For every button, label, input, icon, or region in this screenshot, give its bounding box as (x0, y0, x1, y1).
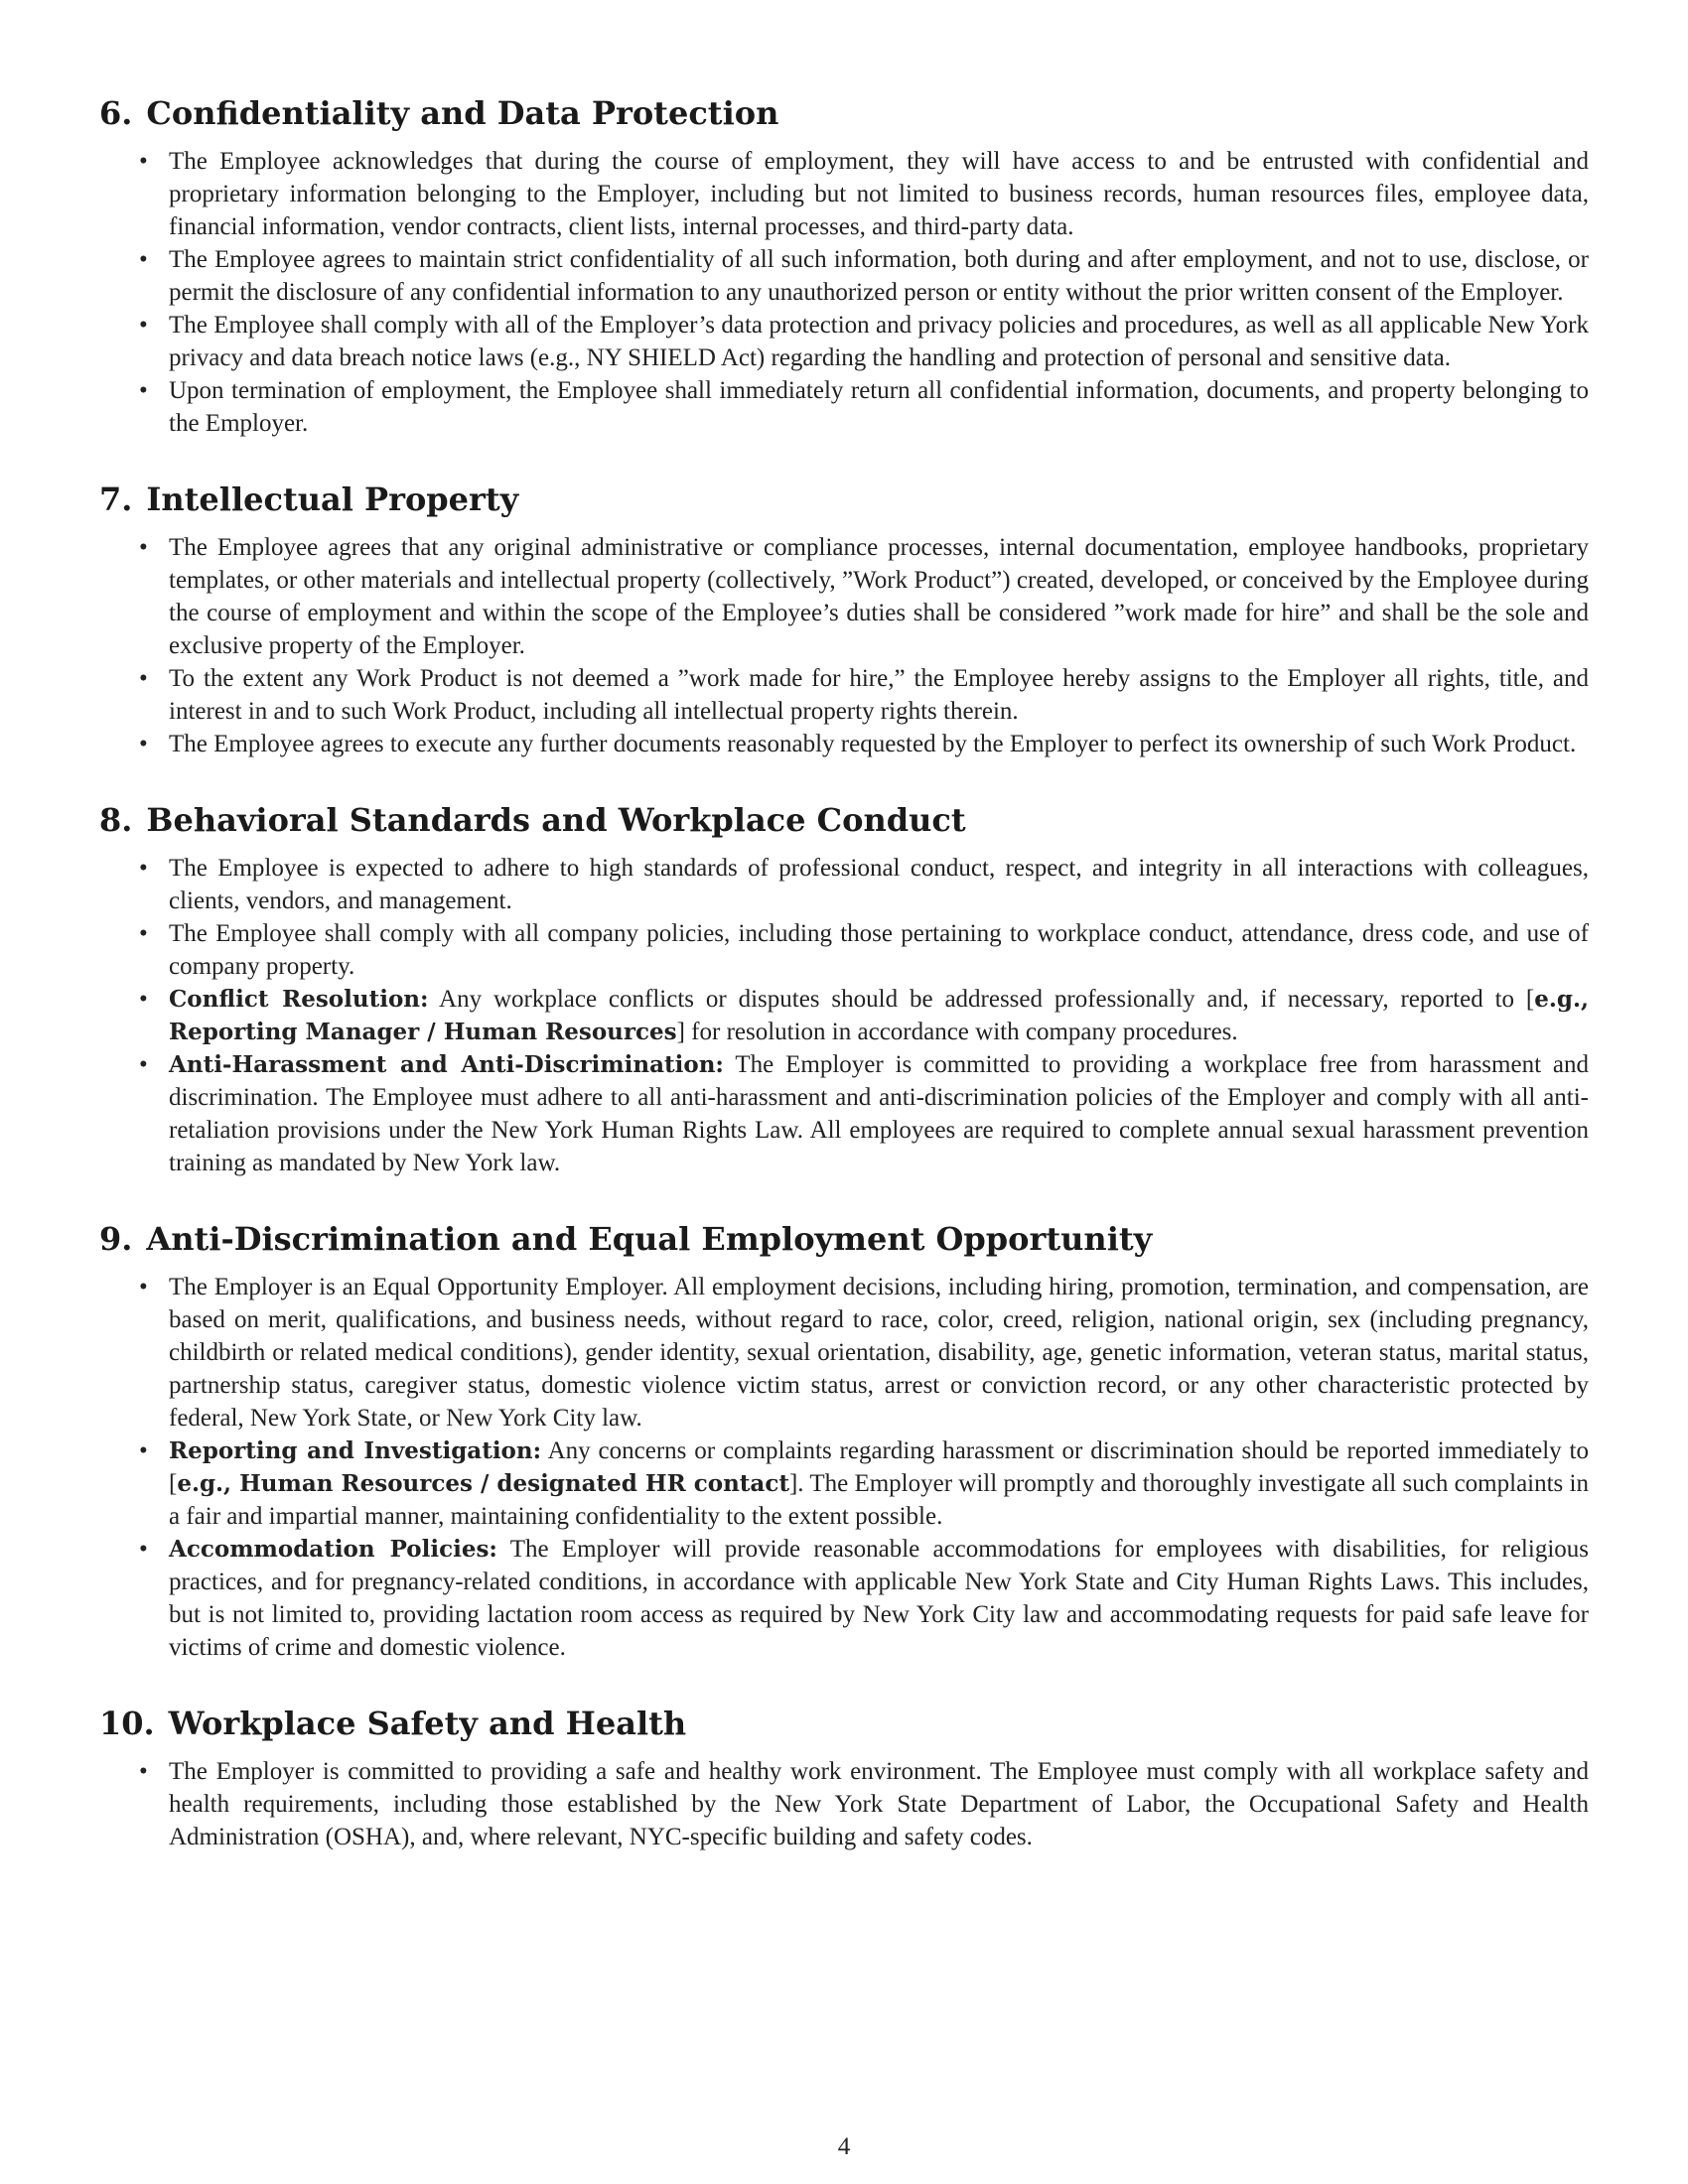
placeholder-text: e.g., Reporting Manager / Human Resources (169, 986, 1590, 1045)
item-text: ]. The Employer will promptly and thoroughly investigate all such complaints in a fair and impartial manner, maintaining confidentiality to the extent possible. (169, 1470, 1589, 1530)
list-item (99, 374, 1589, 440)
item-text: Any concerns or complaints regarding harassment or discrimination should be reported immediately to [ (169, 1437, 1590, 1497)
section-workplace-safety (99, 1704, 1589, 1853)
list-item (99, 983, 1589, 1048)
section-heading (99, 1219, 1589, 1259)
item-lead: Conflict Resolution: (169, 986, 429, 1013)
item-text: To the extent any Work Product is not deemed a ”work made for hire,” the Employee hereby assigns to the Employer all rights, title, and interest in and to such Work Product, including all intellectual property rights therein. (169, 665, 1589, 725)
section-number: 8. (99, 801, 133, 839)
bullet-icon: • (139, 246, 148, 273)
list-item (99, 531, 1589, 662)
bullet-icon: • (139, 920, 148, 947)
section-equal-employment (99, 1219, 1589, 1664)
section-number: 10. (99, 1705, 155, 1742)
item-text: The Employee acknowledges that during the course of employment, they will have access to and be entrusted with confidential and proprietary information belonging to the Employer, including but not limited to business records, human resources files, employee data, financial information, vendor contracts, client lists, internal processes, and third-party data. (169, 148, 1589, 240)
item-text: The Employee shall comply with all company policies, including those pertaining to workplace conduct, attendance, dress code, and use of company property. (169, 920, 1589, 980)
section-heading (99, 479, 1589, 519)
item-text: Any workplace conflicts or disputes should be addressed professionally and, if necessary, reported to [ (428, 986, 1535, 1013)
list-item (99, 1434, 1589, 1533)
list-item (99, 1755, 1589, 1853)
bullet-icon: • (139, 148, 148, 175)
section-heading (99, 93, 1589, 133)
section-number: 7. (99, 480, 133, 518)
list-item (99, 309, 1589, 374)
list-item (99, 1533, 1589, 1664)
bullet-icon: • (139, 534, 148, 561)
bullet-icon: • (139, 731, 148, 757)
bullet-icon: • (139, 1536, 148, 1563)
bullet-icon: • (139, 665, 148, 692)
item-lead: Accommodation Policies: (169, 1536, 497, 1563)
section-title: Confidentiality and Data Protection (146, 94, 779, 132)
list-item (99, 243, 1589, 309)
section-intellectual-property (99, 479, 1589, 760)
item-text: The Employee is expected to adhere to high standards of professional conduct, respect, and integrity in all interactions with colleagues, clients, vendors, and management. (169, 855, 1589, 914)
section-number: 9. (99, 1220, 133, 1258)
bullet-icon: • (139, 855, 148, 882)
bullet-list (99, 531, 1589, 760)
bullet-list (99, 852, 1589, 1179)
bullet-icon: • (139, 1051, 148, 1078)
item-text: The Employer is an Equal Opportunity Employer. All employment decisions, including hiring, promotion, termination, and compensation, are based on merit, qualifications, and business needs, without regard to race, color, creed, religion, national origin, sex (including pregnancy, childbirth or related medical conditions), gender identity, sexual orientation, disability, age, genetic information, veteran status, marital status, partnership status, caregiver status, domestic violence victim status, arrest or conviction record, or any other characteristic protected by federal, New York State, or New York City law. (169, 1274, 1589, 1432)
section-number: 6. (99, 94, 133, 132)
bullet-icon: • (139, 1437, 148, 1464)
item-text: The Employer is committed to providing a workplace free from harassment and discrimination. The Employee must adhere to all anti-harassment and anti-discrimination policies of the Employer and comply with all anti-retaliation provisions under the New York Human Rights Law. All employees are required to complete annual sexual harassment prevention training as mandated by New York law. (169, 1051, 1589, 1176)
item-text: The Employer will provide reasonable accommodations for employees with disabilities, for religious practices, and for pregnancy-related conditions, in accordance with applicable New York State and City Human Rights Laws. This includes, but is not limited to, providing lactation room access as required by New York City law and accommodating requests for paid safe leave for victims of crime and domestic violence. (169, 1536, 1589, 1661)
page-number: 4 (837, 2133, 851, 2160)
section-heading (99, 800, 1589, 840)
list-item (99, 917, 1589, 983)
section-title: Behavioral Standards and Workplace Conduct (146, 801, 966, 839)
list-item (99, 728, 1589, 760)
document-page (99, 93, 1589, 1893)
section-title: Anti-Discrimination and Equal Employment Opportunity (146, 1220, 1153, 1258)
section-behavioral-standards (99, 800, 1589, 1179)
section-heading (99, 1704, 1589, 1743)
item-text: The Employee shall comply with all of the Employer’s data protection and privacy policies and procedures, as well as all applicable New York privacy and data breach notice laws (e.g., NY SHIELD Act) regarding the handling and protection of personal and sensitive data. (169, 312, 1589, 371)
bullet-list (99, 1755, 1589, 1853)
item-lead: Reporting and Investigation: (169, 1437, 542, 1464)
bullet-icon: • (139, 312, 148, 339)
section-title: Intellectual Property (146, 480, 519, 518)
item-text: Upon termination of employment, the Employee shall immediately return all confidential information, documents, and property belonging to the Employer. (169, 377, 1589, 437)
bullet-list (99, 145, 1589, 440)
list-item (99, 662, 1589, 728)
item-text: ] for resolution in accordance with company procedures. (676, 1019, 1238, 1045)
list-item (99, 852, 1589, 917)
section-title: Workplace Safety and Health (168, 1705, 687, 1742)
list-item (99, 145, 1589, 243)
placeholder-text: e.g., Human Resources / designated HR contact (177, 1470, 789, 1497)
bullet-icon: • (139, 986, 148, 1013)
list-item (99, 1271, 1589, 1434)
item-text: The Employer is committed to providing a safe and healthy work environment. The Employee must comply with all workplace safety and health requirements, including those established by the New York State Department of Labor, the Occupational Safety and Health Administration (OSHA), and, where relevant, NYC-specific building and safety codes. (169, 1758, 1589, 1850)
item-lead: Anti-Harassment and Anti-Discrimination: (169, 1051, 724, 1078)
bullet-icon: • (139, 377, 148, 404)
item-text: The Employee agrees to maintain strict confidentiality of all such information, both during and after employment, and not to use, disclose, or permit the disclosure of any confidential information to any unauthorized person or entity without the prior written consent of the Employer. (169, 246, 1589, 306)
bullet-list (99, 1271, 1589, 1664)
bullet-icon: • (139, 1758, 148, 1785)
item-text: The Employee agrees to execute any further documents reasonably requested by the Employer to perfect its ownership of such Work Product. (169, 731, 1577, 757)
list-item (99, 1048, 1589, 1179)
section-confidentiality (99, 93, 1589, 440)
bullet-icon: • (139, 1274, 148, 1300)
item-text: The Employee agrees that any original administrative or compliance processes, internal documentation, employee handbooks, proprietary templates, or other materials and intellectual property (collectively, ”Work Product”) created, developed, or conceived by the Employee during the course of employment and within the scope of the Employee’s duties shall be considered ”work made for hire” and shall be the sole and exclusive property of the Employer. (169, 534, 1589, 659)
